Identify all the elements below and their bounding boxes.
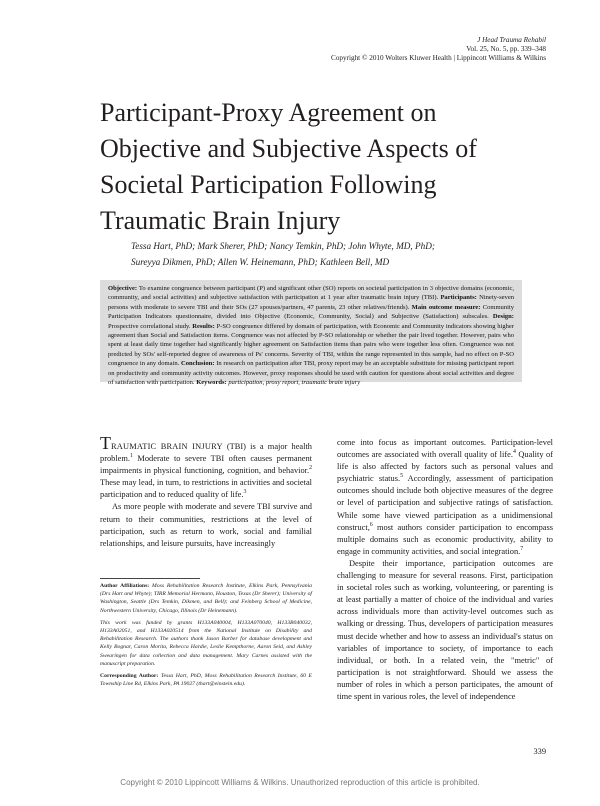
affiliations-label: Author Affiliations:	[100, 583, 150, 589]
abstract-results: P-SO congruence differed by domain of participation, with Economic and Community indicators showing higher agreement than Social and Satisfaction items. Congruence was not affected by P-SO relationship or whether the pair lived together. However, pairs who spent at least daily time together had significantly higher agreement on Satisfaction items than pairs who were together less often. Congruence was not predicted by SOs' self-reported degree of awareness of Ps' concerns. Severity of TBI, within the range represented in this sample, had no effect on P-SO congruence in any domain.	[108, 322, 515, 368]
abstract-design-label: Design:	[492, 313, 514, 321]
journal-reference	[331, 36, 546, 63]
citation: 3	[243, 489, 247, 496]
abstract-design: Prospective correlational study.	[108, 322, 191, 330]
abstract-participants-label: Participants:	[440, 294, 477, 302]
body-paragraph-2: As more people with moderate and severe TBI survive and return to their communities, restrictions at the level of participation, such as return to work, social and familial relationships, and leisure pursuits, have increasingly	[100, 502, 312, 548]
opening-caps: RAUMATIC BRAIN INJURY	[111, 442, 223, 451]
citation: 1	[130, 453, 133, 460]
citation: 7	[520, 546, 524, 553]
journal-copyright: Copyright © 2010 Wolters Kluwer Health | Lippincott Williams & Wilkins	[331, 54, 546, 62]
abstract-participants: Ninety-seven persons with moderate to severe TBI and their SOs (27 spouses/partners, 47 parents, 23 other relatives/friends).	[108, 294, 514, 311]
authors-line-1: Tessa Hart, PhD; Mark Sherer, PhD; Nancy Temkin, PhD; John Whyte, MD, PhD;	[131, 241, 435, 251]
abstract-objective-label: Objective:	[108, 285, 138, 292]
abstract-box	[100, 280, 522, 387]
drop-cap: T	[100, 433, 111, 453]
body-paragraph-1	[100, 433, 312, 501]
footnotes	[100, 582, 312, 692]
abstract-keywords-label: Keywords:	[196, 379, 227, 387]
abstract-objective: To examine congruence between participant (P) and significant other (SO) reports on societal participation in 3 objective domains (economic, community, and social activities) and subjective satisfaction with participation at 1 year after traumatic brain injury (TBI).	[108, 285, 514, 302]
abstract-conclusion-label: Conclusion:	[180, 360, 215, 368]
citation: 5	[400, 473, 403, 480]
corresponding-author	[100, 672, 312, 688]
abstract-conclusion: In research on participation after TBI, proxy report may be an acceptable substitute for missing participant report on productivity and community activity outcomes. However, proxy responses should be used with caution for questions about social activities and degree of satisfaction with participation.	[108, 360, 514, 387]
citation: 2	[309, 465, 312, 472]
footnote-divider	[100, 578, 200, 579]
body-text: come into focus as important outcomes. Participation-level outcomes are associated with overall quality of life.	[337, 438, 553, 460]
author-list	[131, 238, 551, 270]
affiliations-text: Moss Rehabilitation Research Institute, Elkins Park, Pennsylvania (Drs Hart and Whyte); TIRR Memorial Hermann, Houston, Texas (Dr Sherer); University of Washington, Seattle (Drs Temkin, Dikmen, and Bell); and Feinberg School of Medicine, Northwestern University, Chicago, Illinois (Dr Heinemann).	[100, 583, 312, 614]
authors-line-2: Sureyya Dikmen, PhD; Allen W. Heinemann, PhD; Kathleen Bell, MD	[131, 257, 390, 267]
abstract-keywords: participation, proxy report, traumatic brain injury	[228, 379, 361, 387]
abstract-measure-label: Main outcome measure:	[411, 303, 481, 311]
body-column-right	[337, 437, 553, 703]
body-text: most authors consider participation to encompass multiple domains such as economic productivity, ability to engage in community activities, and social integration.	[337, 522, 553, 556]
footer-copyright: Copyright © 2010 Lippincott Williams & Wilkins. Unauthorized reproduction of this article is prohibited.	[120, 778, 480, 787]
body-paragraph-4: Despite their importance, participation outcomes are challenging to measure for several reasons. First, participation in societal roles such as working, volunteering, or parenting is at least partially a matter of choice of the individual and varies across individuals more than activity-level outcomes such as walking or dressing. Thus, developers of participation measures must decide whether and how to assess an individual's status on variables of importance to society, of importance to each individual, or both. In a related vein, the "metric" of participation is not straightforward. Should we assess the number of roles in which a person participates, the amount of time spent in various roles, the level of independence	[337, 558, 553, 701]
body-text: These may lead, in turn, to restrictions in activities and societal participation and to reduced quality of life.	[100, 478, 312, 500]
funding-note: This work was funded by grants H133A040004, H133A070040, H133B040032, H133A02051, and H133A020514 from the National Institute on Disability and Rehabilitation Research. The authors thank Jason Barber for database development and Kelly Bognar, Caron Morita, Rebecca Hardie, Leslie Kempthorne, Aaron Seid, and Ashley Swearingen for data collection and data management. Mary Carnes assisted with the manuscript preparation.	[100, 619, 312, 667]
corresponding-label: Corresponding Author:	[100, 673, 159, 680]
body-text: (TBI) is a major health problem.	[100, 442, 312, 464]
body-text: Quality of life is also affected by factors such as personal values and psychiatric status.	[337, 450, 553, 484]
abstract-measure: Community Participation Indicators questionnaire, divided into Objective (Economic, Community, Social) and Subjective (Satisfaction) subscales.	[108, 303, 515, 321]
abstract-results-label: Results:	[192, 322, 215, 330]
body-text: Accordingly, assessment of participation outcomes should include both objective measures of the degree or level of participation and subjective ratings of satisfaction. While some have viewed participation as a unidimensional construct,	[337, 474, 554, 532]
journal-name: J Head Trauma Rehabil	[477, 36, 546, 44]
body-text: Moderate to severe TBI often causes permanent impairments in physical functioning, cognition, and behavior.	[100, 454, 312, 476]
corresponding-text: Tessa Hart, PhD, Moss Rehabilitation Research Institute, 60 E Township Line Rd, Elkins Park, PA 19027 (thart@einstein.edu).	[100, 673, 312, 688]
author-affiliations	[100, 582, 312, 615]
article-title: Participant-Proxy Agreement on Objective and Subjective Aspects of Societal Participation Following Traumatic Brain Injury	[100, 98, 477, 235]
page-number: 339	[533, 747, 546, 756]
citation: 4	[512, 449, 516, 456]
body-paragraph-3	[337, 437, 553, 558]
body-column-left	[100, 433, 312, 550]
journal-volume: Vol. 25, No. 5, pp. 339–348	[466, 45, 546, 53]
citation: 6	[369, 521, 373, 528]
